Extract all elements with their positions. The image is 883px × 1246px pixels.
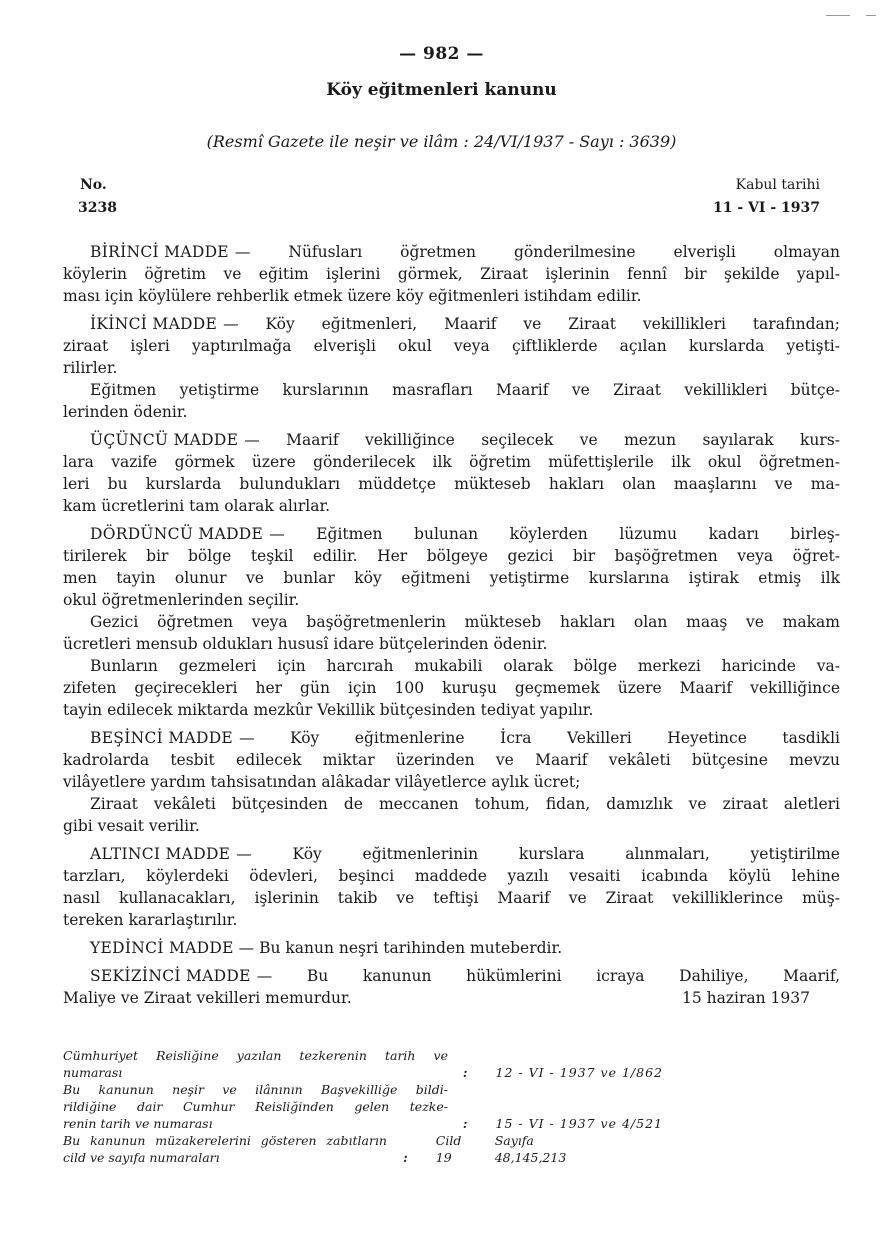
article-heading: BEŞİNCİ MADDE — [90, 729, 234, 747]
note-value: 12 - VI - 1937 ve 1/862 — [495, 1065, 663, 1080]
scan-mark — [866, 15, 876, 16]
law-number: 3238 — [78, 200, 117, 216]
article-heading: ÜÇÜNCÜ MADDE — [90, 431, 239, 449]
article-line: Ziraat vekâleti bütçesinden de meccanen tohum, fidan, damızlık ve ziraat aletleri — [90, 795, 840, 813]
article-line: tayin edilecek miktarda mezkûr Vekillik bütçesinden tediyat yapılır. — [63, 701, 594, 719]
law-title: Köy eğitmenleri kanunu — [326, 80, 557, 100]
article-line: BİRİNCİ MADDE — Nüfusları öğretmen gönderilmesine elverişli olmayan — [90, 243, 840, 261]
article-heading: YEDİNCİ MADDE — [90, 939, 234, 957]
colon: : — [462, 1065, 468, 1080]
article-line: ması için köylülere rehberlik etmek üzere köy eğitmenleri istihdam edilir. — [63, 287, 642, 305]
article-heading: İKİNCİ MADDE — [90, 315, 218, 333]
colon: : — [403, 1150, 408, 1165]
gazette-reference: (Resmî Gazete ile neşir ve ilâm : 24/VI/1937 - Sayı : 3639) — [206, 132, 677, 151]
article-heading: BİRİNCİ MADDE — [90, 243, 229, 261]
page-number: — 982 — — [399, 44, 484, 64]
article-5 — [63, 727, 840, 837]
article-line: gibi vesait verilir. — [63, 817, 200, 835]
footnotes — [63, 1047, 663, 1166]
acceptance-date: 11 - VI - 1937 — [713, 200, 820, 216]
article-line: vilâyetlere yardım tahsisatından alâkadar vilâyetlerce aylık ücret; — [63, 773, 581, 791]
article-heading: SEKİZİNCİ MADDE — [90, 967, 251, 985]
article-line: kam ücretlerini tam olarak alırlar. — [63, 497, 331, 515]
article-line: tirilerek bir bölge teşkil edilir. Her bölgeye gezici bir başöğretmen veya öğret- — [63, 547, 840, 565]
article-1 — [63, 241, 840, 307]
article-line: köylerin öğretim ve eğitim işlerini görmek, Ziraat işlerinin fennî bir şekilde yapıl- — [63, 265, 840, 283]
note-row — [63, 1132, 663, 1149]
scan-mark — [826, 15, 850, 16]
note-text: numarası — [63, 1065, 123, 1080]
law-date: 15 haziran 1937 — [681, 989, 810, 1007]
article-line: men tayin olunur ve bunlar köy eğitmeni yetiştirme kurslarına iştirak etmiş ilk — [63, 569, 840, 587]
signature-line — [63, 987, 840, 1009]
article-line: lara vazife görmek üzere gönderilecek ilk öğretim müfettişlerile ilk okul öğretmen- — [63, 453, 840, 471]
note-value: 15 - VI - 1937 ve 4/521 — [495, 1116, 663, 1131]
article-line: kadrolarda tesbit edilecek miktar üzerinden ve Maarif vekâleti bütçesine mevzu — [63, 751, 840, 769]
acceptance-date-label: Kabul tarihi — [735, 177, 820, 193]
law-body — [63, 241, 840, 1009]
sayfa-label: Sayıfa — [494, 1133, 534, 1148]
article-line: BEŞİNCİ MADDE — Köy eğitmenlerine İcra Vekilleri Heyetince tasdikli — [90, 729, 840, 747]
colon: : — [462, 1116, 468, 1131]
article-line: Maliye ve Ziraat vekilleri memurdur. — [63, 989, 352, 1007]
article-line: Eğitmen yetiştirme kurslarının masrafları Maarif ve Ziraat vekillikleri bütçe- — [90, 381, 840, 399]
note-text: renin tarih ve numarası — [63, 1116, 213, 1131]
article-line: ÜÇÜNCÜ MADDE — Maarif vekilliğince seçilecek ve mezun sayılarak kurs- — [90, 431, 840, 449]
note-row — [63, 1081, 663, 1098]
note-row — [63, 1098, 663, 1115]
note-row — [63, 1149, 663, 1166]
article-line: ücretleri mensub oldukları hususî idare bütçelerinden ödenir. — [63, 635, 548, 653]
article-line: SEKİZİNCİ MADDE — Bu kanunun hükümlerini icraya Dahiliye, Maarif, — [90, 967, 840, 985]
article-line: zifeten geçirecekleri her gün için 100 kuruşu geçmemek üzere Maarif vekilliğince — [63, 679, 840, 697]
article-8 — [63, 965, 840, 1009]
article-line: ALTINCI MADDE — Köy eğitmenlerinin kurslara alınmaları, yetiştirilme — [90, 845, 840, 863]
article-2 — [63, 313, 840, 423]
note-row — [63, 1064, 663, 1081]
article-heading: ALTINCI MADDE — [90, 845, 231, 863]
note-text: cild ve sayıfa numaraları — [63, 1150, 220, 1165]
article-7 — [63, 937, 840, 959]
note-text: rildiğine dair Cumhur Reisliğinden gelen tezke- — [63, 1099, 448, 1114]
note-text: Cümhuriyet Reisliğine yazılan tezkerenin tarih ve — [63, 1048, 448, 1063]
article-line: Bunların gezmeleri için harcırah mukabili olarak bölge merkezi haricinde va- — [90, 657, 840, 675]
article-line: nasıl kullanacakları, işlerinin takib ve teftişi Maarif ve Ziraat vekilliklerince müş- — [63, 889, 840, 907]
article-line: lerinden ödenir. — [63, 403, 188, 421]
note-row — [63, 1115, 663, 1132]
article-6 — [63, 843, 840, 931]
article-line: tarzları, köylerdeki ödevleri, beşinci maddede yazılı vesaiti icabında köylü lehine — [63, 867, 840, 885]
article-line: rilirler. — [63, 359, 118, 377]
article-4 — [63, 523, 840, 721]
cild-value: 19 — [435, 1150, 452, 1165]
note-text: Bu kanunun neşir ve ilânının Başvekilliğe bildi- — [63, 1082, 448, 1097]
article-line: okul öğretmenlerinden seçilir. — [63, 591, 300, 609]
sayfa-value: 48,145,213 — [494, 1150, 567, 1165]
cild-label: Cild — [435, 1133, 462, 1148]
article-line: ziraat işleri yaptırılmağa elverişli okul veya çiftliklerde açılan kurslarda yetişti- — [63, 337, 840, 355]
article-line: İKİNCİ MADDE — Köy eğitmenleri, Maarif ve Ziraat vekillikleri tarafından; — [90, 315, 840, 333]
law-number-label: No. — [80, 177, 107, 193]
article-3 — [63, 429, 840, 517]
article-line: leri bu kurslarda bulundukları müddetçe mükteseb hakları olan maaşlarını ve ma- — [63, 475, 840, 493]
article-line: Gezici öğretmen veya başöğretmenlerin mükteseb hakları olan maaş ve makam — [90, 613, 840, 631]
note-text: Bu kanunun müzakerelerini gösteren zabıtların — [63, 1133, 387, 1148]
article-line: DÖRDÜNCÜ MADDE — Eğitmen bulunan köylerden lüzumu kadarı birleş- — [90, 525, 840, 543]
article-heading: DÖRDÜNCÜ MADDE — [90, 525, 264, 543]
article-line: YEDİNCİ MADDE — Bu kanun neşri tarihinden muteberdir. — [90, 939, 563, 957]
note-row — [63, 1047, 663, 1064]
article-line: tereken kararlaştırılır. — [63, 911, 238, 929]
